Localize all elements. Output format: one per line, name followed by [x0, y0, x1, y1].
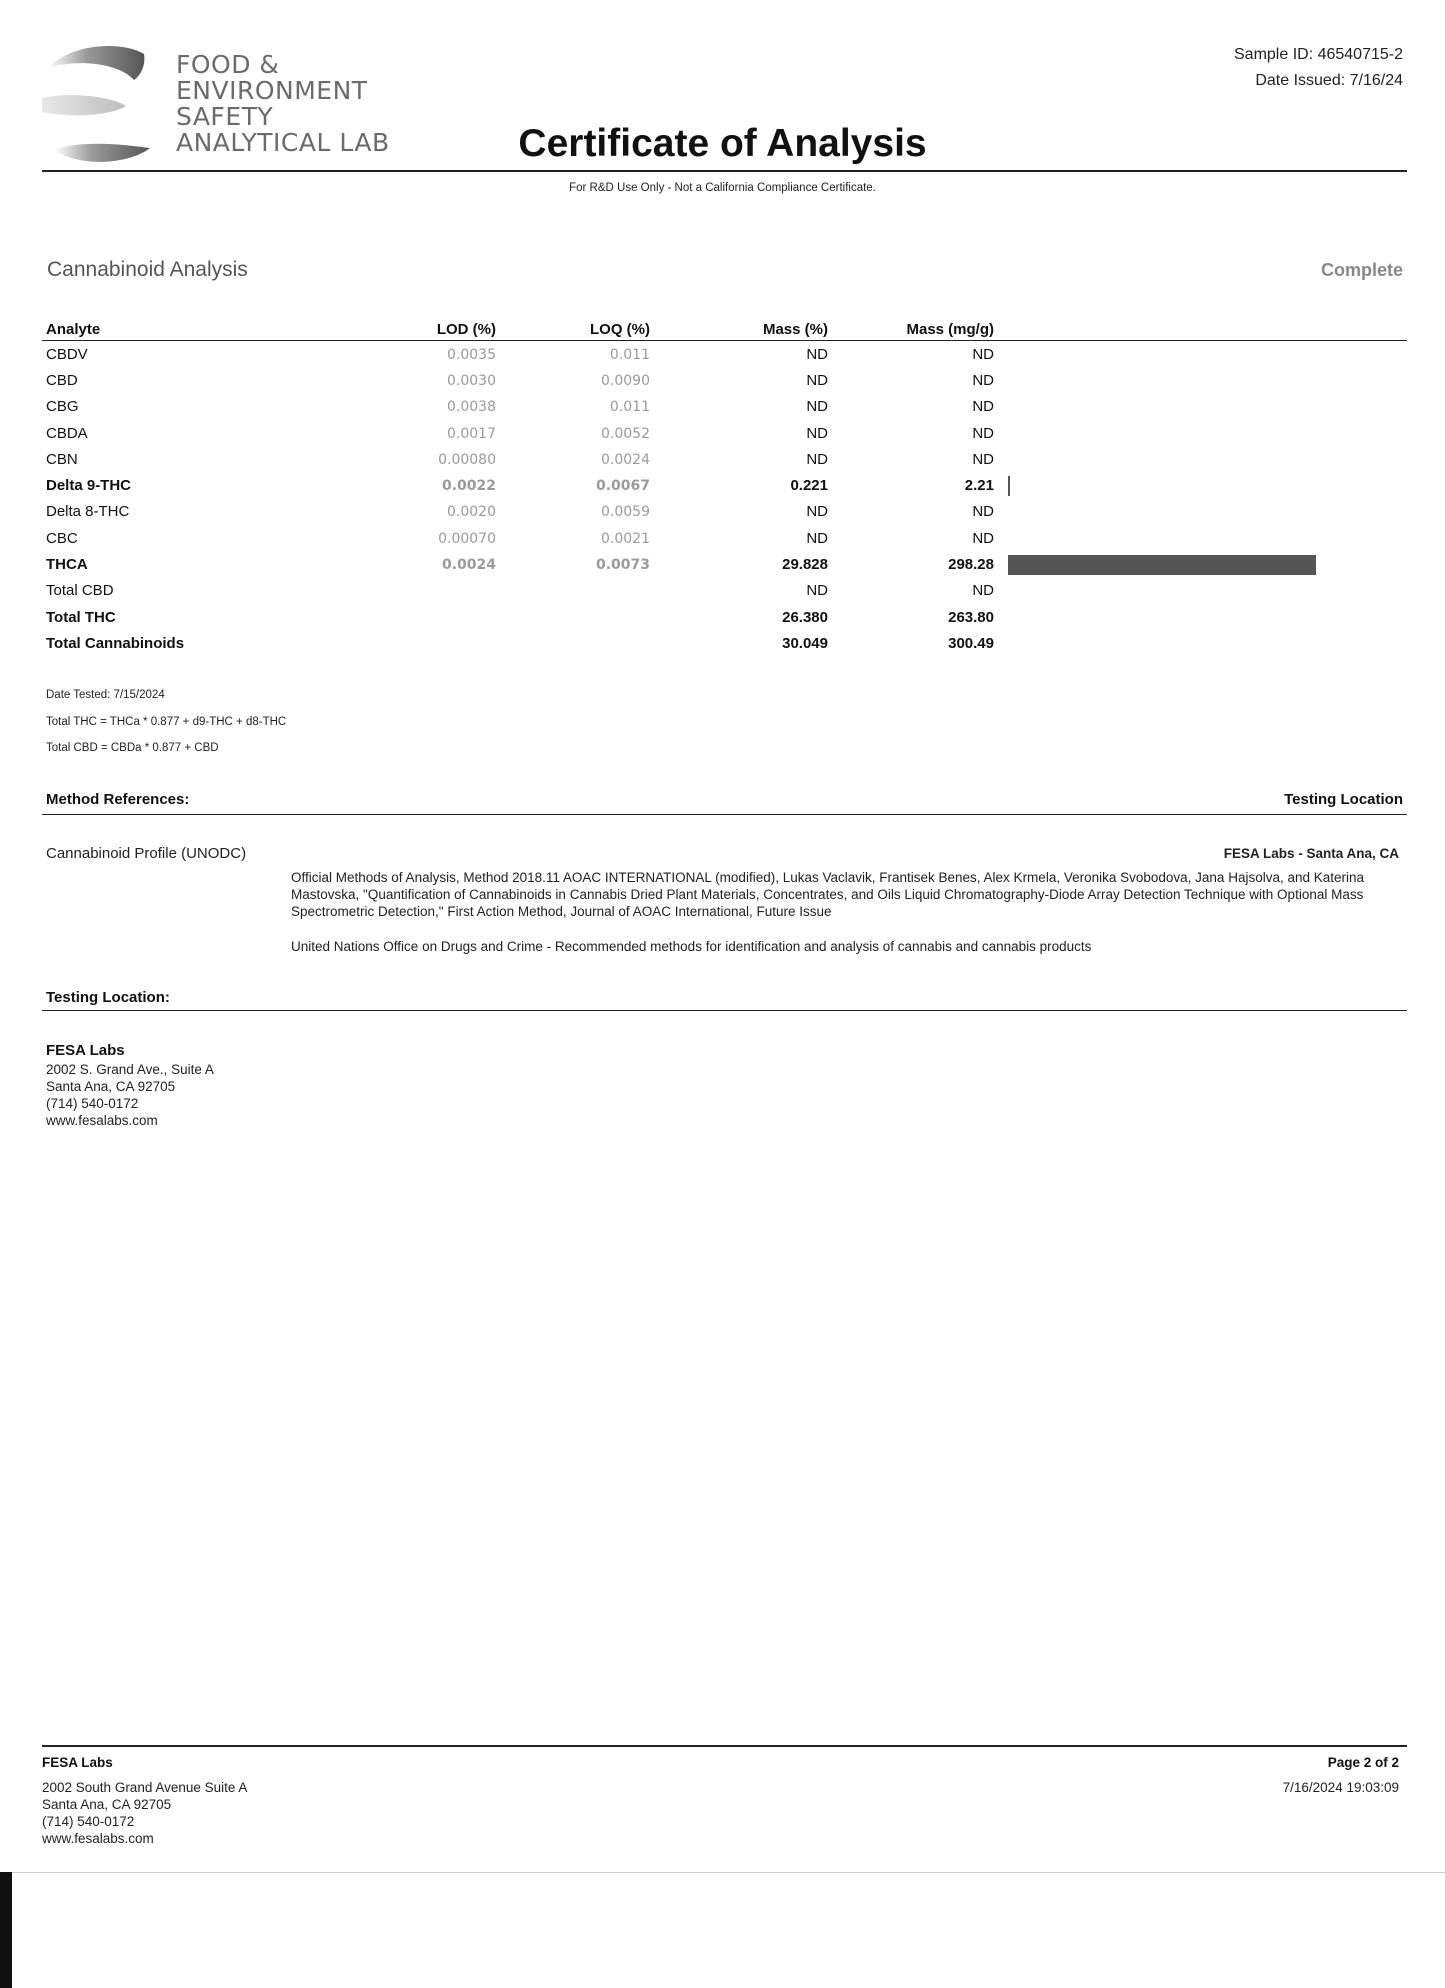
loq-cell [500, 525, 654, 551]
analyte-cell-value: CBD [46, 371, 78, 389]
col-bar [998, 316, 1407, 341]
mass-mg-cell-value: ND [972, 503, 994, 521]
lod-cell-value: 0.0022 [441, 478, 496, 495]
mass-mg-cell [832, 578, 998, 604]
analyte-cell [42, 394, 350, 420]
lod-cell-value: 0.0030 [447, 372, 496, 389]
testing-location-title: Testing Location: [46, 989, 170, 1006]
page-bottom-rule [0, 1872, 1445, 1873]
table-row [42, 578, 1407, 604]
bar-cell [998, 578, 1407, 604]
footer-phone: (714) 540-0172 [42, 1814, 135, 1829]
table-row [42, 630, 1407, 656]
loq-cell-value: 0.0052 [601, 425, 650, 442]
mass-pct-cell [654, 367, 832, 393]
mass-mg-cell-value: ND [972, 582, 994, 600]
col-mass-pct: Mass (%) [654, 316, 832, 341]
mass-pct-cell [654, 499, 832, 525]
lod-cell [350, 394, 500, 420]
logo-line: ANALYTICAL LAB [176, 128, 390, 157]
table-row [42, 367, 1407, 393]
mass-mg-cell-value: 300.49 [948, 634, 994, 652]
analyte-cell [42, 630, 350, 656]
method-references-heading: Method References: [46, 791, 190, 808]
mass-bar [1008, 555, 1316, 575]
analyte-cell [42, 578, 350, 604]
method-reference-1: Official Methods of Analysis, Method 2018.11 AOAC INTERNATIONAL (modified), Lukas Vaclavik, Frantisek Benes, Alex Krmela, Veronika Svobodova, Jana Hajsolva, and Katerina Mastovska, "Quantification of Cannabinoids in Cannabis Dried Plant Materials, Concentrates, and Oils Liquid Chromatography-Diode Array Detection Technique with Optional Mass Spectrometric Detection," First Action Method, Journal of AOAC International, Future Issue [291, 870, 1365, 919]
mass-mg-cell [832, 499, 998, 525]
mass-pct-cell-value: ND [806, 529, 828, 547]
analyte-cell-value: CBDA [46, 424, 88, 442]
lod-cell-value: 0.0024 [441, 557, 496, 574]
sample-id: Sample ID: 46540715-2 [1234, 46, 1403, 63]
mass-pct-cell-value: 29.828 [782, 556, 828, 574]
address-line-2: Santa Ana, CA 92705 [46, 1079, 176, 1094]
mass-pct-cell-value: ND [806, 582, 828, 600]
website: www.fesalabs.com [46, 1113, 158, 1128]
bar-cell [998, 499, 1407, 525]
mass-pct-cell [654, 525, 832, 551]
mass-mg-cell-value: 263.80 [948, 608, 994, 626]
mass-pct-cell-value: ND [806, 345, 828, 363]
loq-cell-value: 0.011 [609, 346, 650, 363]
loq-cell-value: 0.0059 [601, 504, 650, 521]
table-row [42, 420, 1407, 446]
mass-mg-cell [832, 446, 998, 472]
bar-cell [998, 446, 1407, 472]
mass-pct-cell [654, 551, 832, 577]
method-profile: Cannabinoid Profile (UNODC) [46, 845, 247, 862]
loq-cell [500, 551, 654, 577]
mass-pct-cell-value: ND [806, 450, 828, 468]
table-row [42, 341, 1407, 368]
loq-cell [500, 578, 654, 604]
bar-cell [998, 394, 1407, 420]
loq-cell [500, 630, 654, 656]
table-row [42, 446, 1407, 472]
footer-lab-name: FESA Labs [42, 1755, 113, 1770]
phone: (714) 540-0172 [46, 1096, 139, 1111]
mass-pct-cell [654, 578, 832, 604]
mass-pct-cell [654, 394, 832, 420]
lod-cell [350, 525, 500, 551]
analyte-cell-value: THCA [46, 556, 88, 574]
footer-address [42, 1753, 247, 1847]
formula-thc: Total THC = THCa * 0.877 + d9-THC + d8-THC [46, 716, 287, 728]
lod-cell-value: 0.00080 [438, 451, 496, 468]
bar-cell [998, 525, 1407, 551]
loq-cell-value: 0.0067 [595, 478, 650, 495]
mass-pct-cell-value: 30.049 [782, 634, 828, 652]
col-mass-mg: Mass (mg/g) [832, 316, 998, 341]
lod-cell [350, 420, 500, 446]
loq-cell-value: 0.011 [609, 399, 650, 416]
footer-address-line-2: Santa Ana, CA 92705 [42, 1797, 172, 1812]
loq-cell [500, 604, 654, 630]
lod-cell [350, 499, 500, 525]
analyte-cell [42, 446, 350, 472]
lod-cell [350, 472, 500, 498]
loq-cell-value: 0.0073 [595, 557, 650, 574]
logo-line: ENVIRONMENT [176, 76, 368, 105]
mass-mg-cell-value: 298.28 [948, 556, 994, 574]
mass-mg-cell [832, 525, 998, 551]
loq-cell [500, 499, 654, 525]
mass-mg-cell [832, 551, 998, 577]
mass-bar [1008, 476, 1010, 496]
mass-pct-cell-value: ND [806, 424, 828, 442]
method-location: FESA Labs - Santa Ana, CA [1223, 846, 1399, 861]
bar-cell [998, 604, 1407, 630]
footer-website: www.fesalabs.com [42, 1831, 154, 1846]
analyte-cell-value: Total Cannabinoids [46, 634, 185, 652]
mass-mg-cell-value: ND [972, 529, 994, 547]
analyte-cell [42, 551, 350, 577]
bar-cell [998, 420, 1407, 446]
date-tested: Date Tested: 7/15/2024 [46, 689, 165, 701]
testing-location-heading: Testing Location [1284, 791, 1403, 808]
mass-pct-cell [654, 472, 832, 498]
table-row [42, 472, 1407, 498]
scan-edge [0, 1872, 12, 1988]
bar-cell [998, 630, 1407, 656]
lod-cell [350, 551, 500, 577]
status-badge: Complete [1320, 260, 1403, 280]
lod-cell-value: 0.0017 [447, 425, 496, 442]
analyte-cell-value: CBDV [46, 345, 88, 363]
mass-mg-cell-value: ND [972, 424, 994, 442]
print-timestamp: 7/16/2024 19:03:09 [1282, 1780, 1399, 1795]
loq-cell [500, 394, 654, 420]
bar-cell [998, 367, 1407, 393]
logo-line: SAFETY [176, 102, 274, 131]
lod-cell-value: 0.0035 [447, 346, 496, 363]
mass-mg-cell-value: ND [972, 450, 994, 468]
mass-mg-cell-value: 2.21 [964, 477, 994, 495]
mass-mg-cell [832, 630, 998, 656]
analyte-cell [42, 472, 350, 498]
mass-mg-cell-value: ND [972, 345, 994, 363]
loq-cell-value: 0.0021 [601, 530, 650, 547]
footer-address-line-1: 2002 South Grand Avenue Suite A [42, 1780, 248, 1795]
analyte-cell [42, 341, 350, 368]
mass-mg-cell [832, 394, 998, 420]
mass-pct-cell-value: 26.380 [782, 608, 828, 626]
loq-cell [500, 367, 654, 393]
loq-cell-value: 0.0090 [601, 372, 650, 389]
method-reference-2: United Nations Office on Drugs and Crime - Recommended methods for identification and analysis of cannabis and cannabis products [291, 939, 1092, 954]
table-row [42, 499, 1407, 525]
mass-pct-cell [654, 630, 832, 656]
analyte-cell [42, 499, 350, 525]
lab-name: FESA Labs [46, 1042, 125, 1059]
loq-cell [500, 341, 654, 368]
table-row [42, 604, 1407, 630]
analyte-cell-value: CBG [46, 398, 79, 416]
mass-mg-cell [832, 472, 998, 498]
lod-cell [350, 446, 500, 472]
mass-pct-cell-value: 0.221 [790, 477, 828, 495]
lod-cell [350, 367, 500, 393]
bar-cell [998, 341, 1407, 368]
mass-mg-cell [832, 604, 998, 630]
mass-pct-cell-value: ND [806, 503, 828, 521]
mass-mg-cell [832, 341, 998, 368]
lod-cell [350, 604, 500, 630]
date-issued: Date Issued: 7/16/24 [1255, 72, 1403, 89]
mass-pct-cell [654, 604, 832, 630]
bar-cell [998, 551, 1407, 577]
analyte-cell-value: CBC [46, 529, 78, 547]
mass-mg-cell [832, 420, 998, 446]
loq-cell [500, 446, 654, 472]
bar-cell [998, 472, 1407, 498]
table-row [42, 525, 1407, 551]
lod-cell [350, 578, 500, 604]
lod-cell-value: 0.0038 [447, 399, 496, 416]
analyte-cell [42, 525, 350, 551]
lod-cell-value: 0.00070 [438, 530, 496, 547]
header-rule [42, 170, 1407, 172]
table-row [42, 394, 1407, 420]
mass-pct-cell-value: ND [806, 398, 828, 416]
address-line-1: 2002 S. Grand Ave., Suite A [46, 1062, 214, 1077]
formula-cbd: Total CBD = CBDa * 0.877 + CBD [46, 742, 219, 754]
analyte-cell-value: Total THC [46, 608, 116, 626]
mass-pct-cell [654, 420, 832, 446]
methods-rule [42, 814, 1407, 815]
analyte-cell-value: Total CBD [46, 582, 114, 600]
mass-mg-cell [832, 367, 998, 393]
col-loq: LOQ (%) [500, 316, 654, 341]
mass-pct-cell [654, 446, 832, 472]
analyte-cell [42, 367, 350, 393]
logo-line: FOOD & [176, 50, 280, 79]
analyte-cell-value: Delta 9-THC [46, 477, 132, 495]
testing-location-address [46, 1041, 214, 1129]
mass-mg-cell-value: ND [972, 398, 994, 416]
footer-page-info [1283, 1753, 1399, 1796]
lod-cell [350, 341, 500, 368]
page-title: Certificate of Analysis [518, 122, 927, 165]
footer-rule [42, 1745, 1407, 1747]
table-row [42, 551, 1407, 577]
mass-pct-cell-value: ND [806, 371, 828, 389]
page-number: Page 2 of 2 [1327, 1755, 1399, 1770]
sample-info [1234, 42, 1403, 94]
results-table [42, 316, 1407, 657]
col-analyte: Analyte [42, 316, 350, 341]
location-rule [42, 1010, 1407, 1011]
mass-pct-cell [654, 341, 832, 368]
analyte-cell-value: Delta 8-THC [46, 503, 130, 521]
compliance-note: For R&D Use Only - Not a California Compliance Certificate. [569, 182, 876, 194]
lod-cell [350, 630, 500, 656]
loq-cell [500, 420, 654, 446]
lod-cell-value: 0.0020 [447, 504, 496, 521]
analyte-cell-value: CBN [46, 450, 78, 468]
section-title: Cannabinoid Analysis [47, 258, 248, 281]
mass-mg-cell-value: ND [972, 371, 994, 389]
loq-cell [500, 472, 654, 498]
analyte-cell [42, 604, 350, 630]
loq-cell-value: 0.0024 [601, 451, 650, 468]
analyte-cell [42, 420, 350, 446]
col-lod: LOD (%) [350, 316, 500, 341]
table-header-row [42, 316, 1407, 341]
